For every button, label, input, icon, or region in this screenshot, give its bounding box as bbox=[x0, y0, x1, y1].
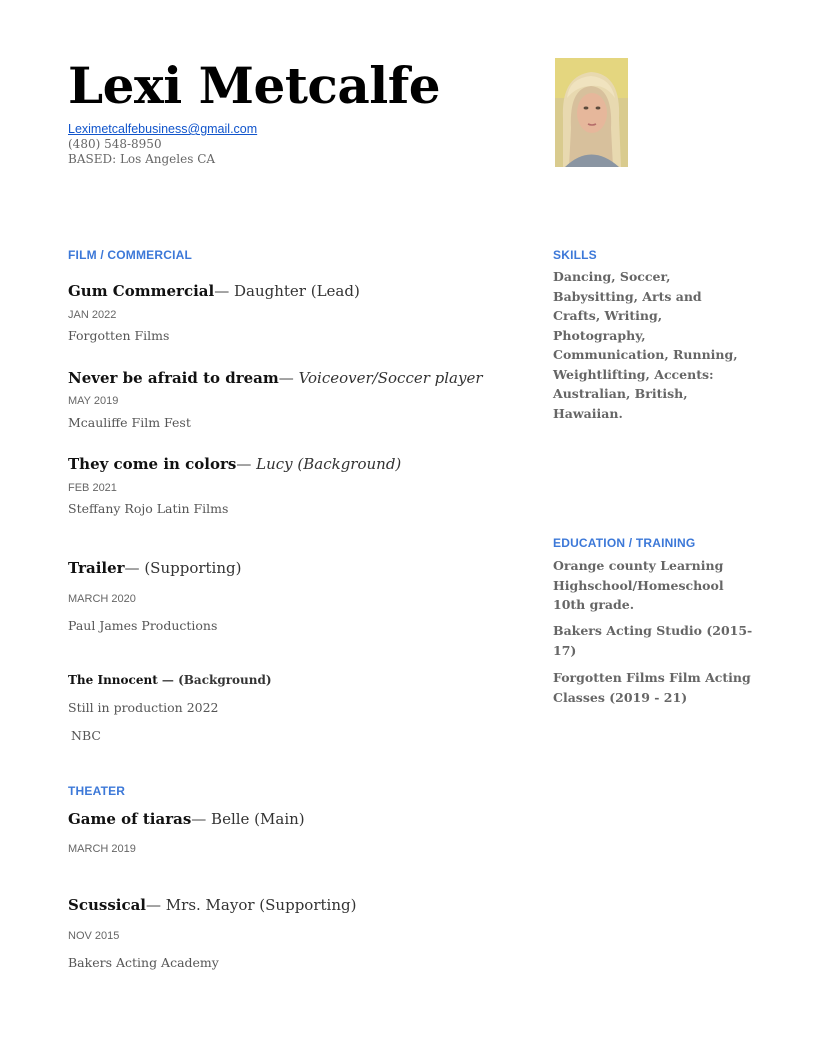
theater-credit-2-date: NOV 2015 bbox=[68, 930, 120, 942]
credit-role: Mrs. Mayor (Supporting) bbox=[165, 896, 357, 914]
film-credit-5-status: Still in production 2022 bbox=[68, 700, 219, 715]
credit-role: Lucy (Background) bbox=[256, 455, 402, 473]
location: BASED: Los Angeles CA bbox=[68, 152, 216, 166]
credit-separator: — bbox=[214, 282, 234, 300]
credit-role: Voiceover/Soccer player bbox=[298, 369, 483, 387]
film-credit-2 bbox=[68, 369, 483, 387]
credit-separator: — bbox=[191, 810, 212, 828]
theater-credit-1 bbox=[68, 810, 305, 828]
skills-section-heading: SKILLS bbox=[553, 248, 597, 262]
theater-credit-2 bbox=[68, 896, 356, 914]
film-credit-5-company: NBC bbox=[71, 728, 101, 743]
education-item-2: Bakers Acting Studio (2015-17) bbox=[553, 623, 753, 658]
film-section-heading: FILM / COMMERCIAL bbox=[68, 248, 193, 262]
phone-number: (480) 548-8950 bbox=[68, 137, 162, 151]
film-credit-3-company: Steffany Rojo Latin Films bbox=[68, 501, 229, 516]
credit-separator: — bbox=[278, 369, 299, 387]
film-credit-1-date: JAN 2022 bbox=[68, 309, 117, 321]
credit-role: Belle (Main) bbox=[211, 810, 305, 828]
film-credit-4 bbox=[68, 559, 241, 577]
theater-credit-1-date: MARCH 2019 bbox=[68, 843, 136, 855]
film-credit-1 bbox=[68, 282, 360, 300]
credit-title: Trailer bbox=[68, 559, 125, 577]
email-link[interactable]: Leximetcalfebusiness@gmail.com bbox=[68, 122, 258, 136]
credit-title: Never be afraid to dream bbox=[68, 369, 279, 387]
credit-title: Game of tiaras bbox=[68, 810, 192, 828]
credit-role: (Supporting) bbox=[144, 559, 242, 577]
film-credit-1-company: Forgotten Films bbox=[68, 328, 170, 343]
credit-title: Gum Commercial bbox=[68, 282, 215, 300]
credit-role: (Background) bbox=[178, 673, 272, 687]
film-credit-4-company: Paul James Productions bbox=[68, 618, 218, 633]
film-credit-2-company: Mcauliffe Film Fest bbox=[68, 415, 191, 430]
credit-separator: — bbox=[124, 559, 145, 577]
education-item-3: Forgotten Films Film Acting Classes (2019 - 21) bbox=[553, 670, 751, 705]
film-credit-4-date: MARCH 2020 bbox=[68, 593, 136, 605]
education-section-heading: EDUCATION / TRAINING bbox=[553, 536, 696, 550]
film-credit-3 bbox=[68, 455, 401, 473]
contact-info bbox=[68, 122, 257, 167]
headshot-photo bbox=[555, 58, 628, 167]
film-credit-5 bbox=[68, 673, 272, 687]
headshot-image bbox=[555, 58, 628, 167]
credit-title: Scussical bbox=[68, 896, 147, 914]
film-credit-2-date: MAY 2019 bbox=[68, 395, 119, 407]
credit-title: They come in colors bbox=[68, 455, 237, 473]
credit-title: The Innocent bbox=[68, 673, 158, 687]
skills-list: Dancing, Soccer, Babysitting, Arts and Crafts, Writing, Photography, Communication, Running, Weightlifting, Accents: Australian, British, Hawaiian. bbox=[553, 269, 738, 421]
education-item-1: Orange county Learning Highschool/Homeschool 10th grade. bbox=[553, 558, 724, 612]
film-credit-3-date: FEB 2021 bbox=[68, 482, 117, 494]
credit-separator: — bbox=[157, 673, 179, 687]
credit-separator: — bbox=[236, 455, 257, 473]
credit-role: Daughter (Lead) bbox=[233, 282, 360, 300]
theater-credit-2-company: Bakers Acting Academy bbox=[68, 955, 219, 970]
candidate-name: Lexi Metcalfe bbox=[68, 56, 441, 115]
credit-separator: — bbox=[146, 896, 166, 914]
theater-section-heading: THEATER bbox=[68, 784, 126, 798]
